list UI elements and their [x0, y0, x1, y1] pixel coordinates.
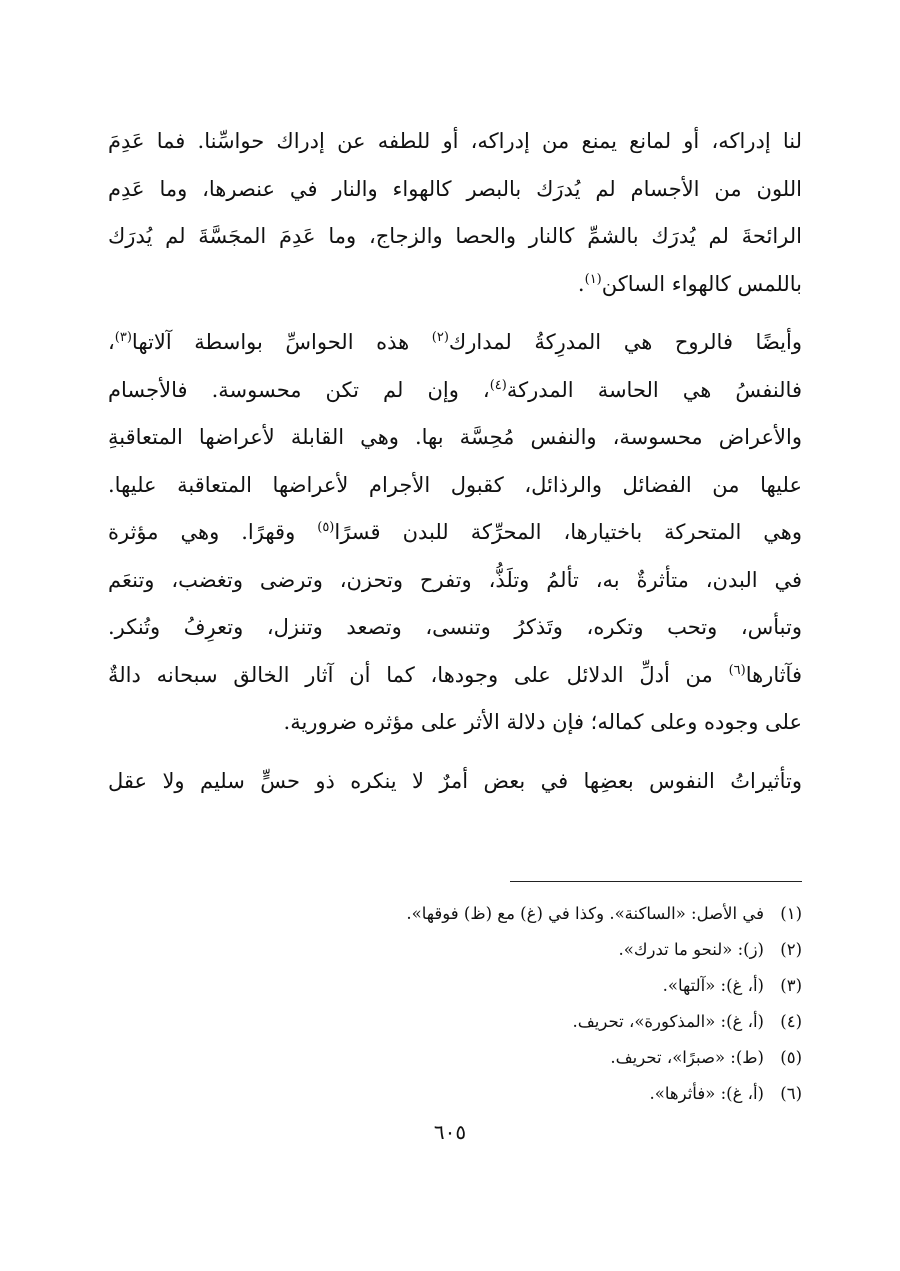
text-segment: من أدلِّ الدلائل على وجودها، كما أن آثار الخالق سبحانه دالةٌ: [108, 662, 713, 687]
footnote-item: [242, 896, 802, 932]
footnote-number: (٦): [780, 1084, 802, 1103]
text-segment: ،: [108, 330, 115, 354]
footnote-text: (أ، غ): «المذكورة»، تحريف.: [572, 1012, 764, 1031]
text-segment: باللمس كالهواء الساكن: [601, 271, 802, 296]
footnote-item: [242, 1040, 802, 1076]
text-segment: وأيضًا فالروح هي المدرِكةُ لمدارك: [448, 330, 802, 354]
footnote-number: (٣): [780, 976, 802, 995]
footnote-item: [242, 932, 802, 968]
text-segment: وقهرًا. وهي مؤثرة: [108, 520, 296, 544]
text-line: الرائحةَ لم يُدرَك بالشمِّ كالنار والحصا والزجاج، وما عَدِمَ المجَسَّةَ لم يُدرَك: [108, 224, 802, 248]
text-segment: فالنفسُ هي الحاسة المدركة: [506, 377, 802, 402]
footnote-marker: (٦): [728, 662, 746, 678]
text-segment: ، وإن لم تكن محسوسة. فالأجسام: [108, 377, 490, 402]
text-line: [108, 319, 802, 367]
footnote-number: (٤): [780, 1012, 802, 1031]
footnote-separator: [510, 881, 802, 882]
footnote-text: (ز): «لنحو ما تدرك».: [618, 940, 764, 959]
footnote-text: (أ، غ): «فأثرها».: [649, 1084, 764, 1103]
text-line: والأعراض محسوسة، والنفس مُحِسَّة بها. وهي القابلة لأعراضها المتعاقبةِ: [108, 425, 802, 449]
text-line: [108, 261, 802, 309]
footnote-text: (أ، غ): «آلتها».: [662, 976, 764, 995]
text-line: [108, 367, 802, 415]
text-line: لنا إدراكه، أو لمانع يمنع من إدراكه، أو للطفه عن إدراك حواسِّنا. فما عَدِمَ: [108, 129, 802, 153]
footnote-text: في الأصل: «الساكنة». وكذا في (غ) مع (ظ) فوقها».: [406, 904, 764, 923]
text-line: عليها من الفضائل والرذائل، كقبول الأجرام لأعراضها المتعاقبة عليها.: [108, 472, 802, 497]
footnote-marker: (١): [584, 271, 602, 287]
footnote-item: [242, 968, 802, 1004]
footnote-marker: (٤): [489, 377, 507, 393]
text-segment: وهي المتحركة باختيارها، المحرِّكة للبدن قسرًا: [334, 520, 802, 544]
text-segment: .: [577, 271, 585, 296]
text-line: وتبأس، وتحب وتكره، وتَذكرُ وتنسى، وتصعد وتنزل، وتعرِفُ وتُنكر.: [108, 615, 802, 639]
text-segment: فآثارها: [745, 662, 802, 687]
footnote-item: [242, 1076, 802, 1112]
text-line: وتأثيراتُ النفوس بعضِها في بعض أمرٌ لا ينكره ذو حسٍّ سليم ولا عقل: [108, 768, 802, 793]
text-line: [108, 652, 802, 700]
footnote-number: (١): [780, 904, 802, 923]
footnotes: [242, 896, 802, 1112]
footnote-item: [242, 1004, 802, 1040]
main-text: [108, 118, 802, 805]
page-number: ٦٠٥: [433, 1120, 467, 1144]
footnote-marker: (٢): [431, 330, 449, 345]
text-segment: هذه الحواسِّ بواسطة آلاتها: [131, 330, 410, 354]
footnote-marker: (٣): [114, 330, 132, 345]
text-line: على وجوده وعلى كماله؛ فإن دلالة الأثر على مؤثره ضرورية.: [283, 710, 802, 734]
footnote-number: (٥): [780, 1048, 802, 1067]
text-line: في البدن، متأثرةٌ به، تألمُ وتلَذُّ، وتفرح وتحزن، وترضى وتغضب، وتنعَم: [108, 567, 802, 592]
footnote-text: (ط): «صبرًا»، تحريف.: [610, 1048, 764, 1067]
text-line: اللون من الأجسام لم يُدرَك بالبصر كالهواء والنار في عنصرها، وما عَدِم: [108, 176, 802, 201]
text-line: [108, 509, 802, 557]
footnote-marker: (٥): [317, 520, 335, 535]
footnote-number: (٢): [780, 940, 802, 959]
